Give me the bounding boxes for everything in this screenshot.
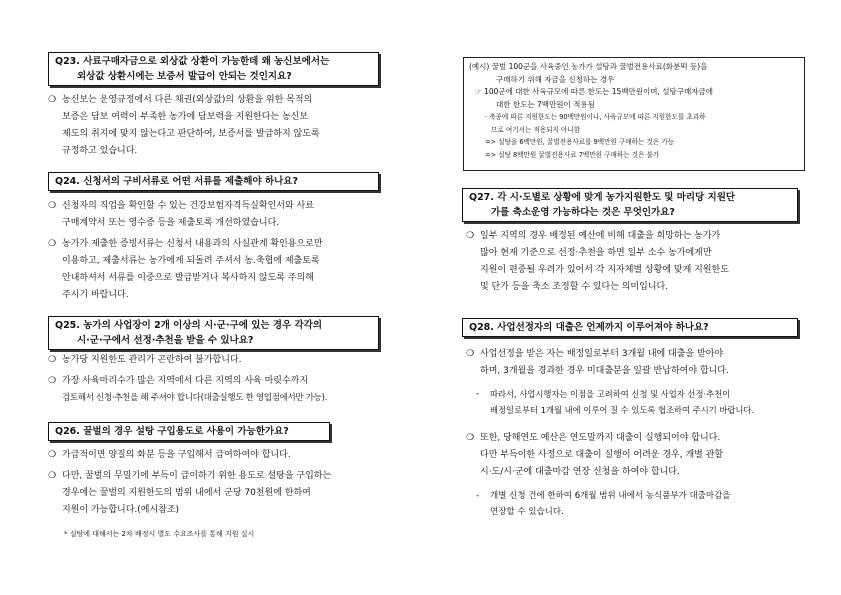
q28-answer-3 bbox=[466, 430, 804, 481]
q25-heading bbox=[48, 316, 379, 350]
q28-answer-1 bbox=[466, 346, 804, 380]
q26-line1: Q26. 꿀벌의 경우 설탕 구입용도로 사용이 가능한가요? bbox=[55, 426, 289, 437]
answer-line: 지원이 편중될 우려가 있어서 각 지자체별 상황에 맞게 지원한도 bbox=[480, 265, 729, 275]
example-line: 므로 여기서는 적용되지 아니함 bbox=[491, 125, 581, 134]
example-line: ☞ 100군에 대한 사육규모에 따른 한도는 15백만원이며, 설탕구매자금에 bbox=[475, 87, 714, 96]
bullet-marker: ❍ bbox=[466, 349, 475, 359]
answer-line: 지원이 가능합니다.(예시참조) bbox=[62, 505, 180, 515]
example-line: => 설탕을 6백만원, 꿀벌전용사료를 9백만원 구매하는 것은 가능 bbox=[485, 138, 675, 146]
answer-line: 일부 지역의 경우 배정된 예산에 비해 대출을 희망하는 농가가 bbox=[480, 231, 721, 241]
answer-line: 가급적이면 양질의 화분 등을 구입해서 급여하여야 합니다. bbox=[62, 450, 291, 460]
q25-line2: 시·군·구에서 선정·추천을 받을 수 있나요? bbox=[77, 335, 254, 346]
q27-heading bbox=[462, 188, 798, 222]
answer-line: 농가당 지원한도 관리가 곤란하여 불가합니다. bbox=[62, 355, 242, 365]
example-line: (예시) 꿀벌 100군을 사육중인 농가가 설탕과 꿀벌전용사료(화분떡 등)을 bbox=[469, 62, 708, 71]
answer-line: 많아 현재 기준으로 선정·추천을 하면 일부 소수 농가에게만 bbox=[480, 248, 712, 258]
answer-line: 경우에는 꿀벌의 지원한도의 범위 내에서 군당 70천원에 한하여 bbox=[62, 488, 311, 498]
bullet-marker: ❍ bbox=[48, 471, 57, 481]
answer-line: 하며, 3개월을 경과한 경우 미대출분을 일괄 반납하여야 합니다. bbox=[480, 366, 729, 376]
answer-line: 시·도/시·군에 대출마감 연장 신청을 하여야 합니다. bbox=[480, 467, 680, 477]
answer-line: 신청자의 직업을 확인할 수 있는 건강보험자격득실확인서와 사료 bbox=[62, 201, 314, 211]
answer-line: 및 단가 등을 축소 조정할 수 있다는 의미입니다. bbox=[480, 282, 669, 292]
q24-heading bbox=[48, 172, 379, 191]
answer-line: 보증은 담보 여력이 부족한 농가에 담보력을 지원한다는 농신보 bbox=[62, 112, 309, 122]
q23-answer-1 bbox=[48, 92, 388, 160]
bullet-marker: ❍ bbox=[466, 231, 475, 241]
example-line: 대한 한도는 7백만원이 적용됨 bbox=[496, 99, 595, 109]
q26-answer-2 bbox=[48, 468, 388, 519]
example-line: · 축종에 따른 지원한도는 90백만원이나, 사육규모에 따른 지원한도를 초과하 bbox=[485, 113, 706, 121]
q23-line2: 외상값 상환시에는 보증서 발급이 안되는 것인지요? bbox=[77, 71, 292, 82]
bullet-marker: ❍ bbox=[48, 355, 57, 365]
bullet-marker: ❍ bbox=[48, 201, 57, 211]
bullet-marker: ❍ bbox=[48, 450, 57, 460]
q24-line1: Q24. 신청서의 구비서류로 어떤 서류를 제출해야 하나요? bbox=[55, 176, 298, 187]
dash-marker: - bbox=[476, 491, 480, 501]
answer-line: 구매계약서 또는 영수증 등을 제출토록 개선하였습니다. bbox=[62, 218, 280, 228]
dash-marker: - bbox=[476, 389, 480, 399]
example-line: 구매하기 위해 자금을 신청하는 경우 bbox=[496, 74, 615, 84]
q23-line1: Q23. 사료구매자금으로 외상값 상환이 가능한데 왜 농신보에서는 bbox=[55, 56, 330, 67]
q28-answer-2 bbox=[476, 386, 806, 418]
answer-line: 농신보는 운영규정에서 다른 채권(외상값)의 상환을 위한 목적의 bbox=[62, 95, 313, 105]
answer-line: 농가가 제출한 증빙서류는 신청서 내용과의 사실관계 확인용으로만 bbox=[62, 239, 323, 249]
q24-answer-1 bbox=[48, 198, 388, 232]
bullet-marker: ❍ bbox=[48, 239, 57, 249]
q25-answer-1 bbox=[48, 352, 388, 369]
q28-answer-4 bbox=[476, 488, 806, 520]
q28-heading bbox=[462, 318, 798, 337]
answer-line: 사업선정을 받은 자는 배정일로부터 3개월 내에 대출을 받아야 bbox=[480, 349, 724, 359]
q27-line1: Q27. 각 시·도별로 상황에 맞게 농가지원한도 및 마리당 지원단 bbox=[469, 192, 736, 203]
q27-answer-1 bbox=[466, 228, 804, 296]
answer-line: 따라서, 사업시행자는 이점을 고려하여 신청 및 사업자 선정·추천이 bbox=[490, 389, 731, 399]
answer-line: 다만, 꿀벌의 무밀기에 부득이 급이하기 위한 용도로 설탕을 구입하는 bbox=[62, 471, 332, 481]
bullet-marker: ❍ bbox=[48, 95, 57, 105]
example-line: => 설탕 8백만원 꿀벌전용사료 7백만원 구매하는 것은 불가 bbox=[485, 150, 660, 159]
q23-heading bbox=[48, 52, 379, 86]
q26-footnote: * 설탕에 대해서는 2차 배정시 별도 수요조사를 통해 지원 실시 bbox=[64, 530, 255, 538]
answer-line: 제도의 취지에 맞지 않는다고 판단하여, 보증서를 발급하지 않도록 bbox=[62, 129, 320, 139]
answer-line: 또한, 당해연도 예산은 연도말까지 대출이 실행되어야 합니다. bbox=[480, 433, 721, 443]
answer-line: 주시기 바랍니다. bbox=[62, 290, 129, 300]
answer-line: 가장 사육마리수가 많은 지역에서 다른 지역의 사육 마릿수까지 bbox=[62, 376, 309, 386]
example-box bbox=[463, 57, 805, 171]
answer-line: 다만 부득이한 사정으로 대출이 실행이 어려운 경우, 개별 관할 bbox=[480, 450, 724, 460]
bullet-marker: ❍ bbox=[48, 376, 57, 386]
q26-heading bbox=[48, 422, 330, 441]
answer-line: 검토해서 신청·추천을 해 주셔야 합니다(대출실행도 한 영업점에서만 가능). bbox=[62, 393, 327, 403]
q26-answer-1 bbox=[48, 447, 388, 464]
q27-line2: 가를 축소운영 가능하다는 것은 무엇인가요? bbox=[491, 207, 675, 218]
answer-line: 개별 신청 건에 한하여 6개월 범위 내에서 농식품부가 대출마감을 bbox=[490, 491, 731, 501]
q25-line1: Q25. 농가의 사업장이 2개 이상의 시·군·구에 있는 경우 각각의 bbox=[55, 320, 323, 331]
answer-line: 규정하고 있습니다. bbox=[62, 146, 138, 156]
q25-answer-2 bbox=[48, 373, 388, 407]
answer-line: 연장할 수 있습니다. bbox=[490, 507, 564, 517]
bullet-marker: ❍ bbox=[466, 433, 475, 443]
answer-line: 이용하고, 제출서류는 농가에게 되돌려 주셔서 농.축협에 제출토록 bbox=[62, 256, 320, 266]
answer-line: 안내하셔서 서류를 이중으로 발급받거나 복사하지 않도록 주의해 bbox=[62, 273, 314, 283]
q28-line1: Q28. 사업선정자의 대출은 언제까지 이루어져야 하나요? bbox=[469, 322, 709, 333]
q24-answer-2 bbox=[48, 236, 388, 304]
answer-line: 배정일로부터 1개월 내에 이루어 질 수 있도록 협조하여 주시기 바랍니다. bbox=[490, 405, 755, 415]
